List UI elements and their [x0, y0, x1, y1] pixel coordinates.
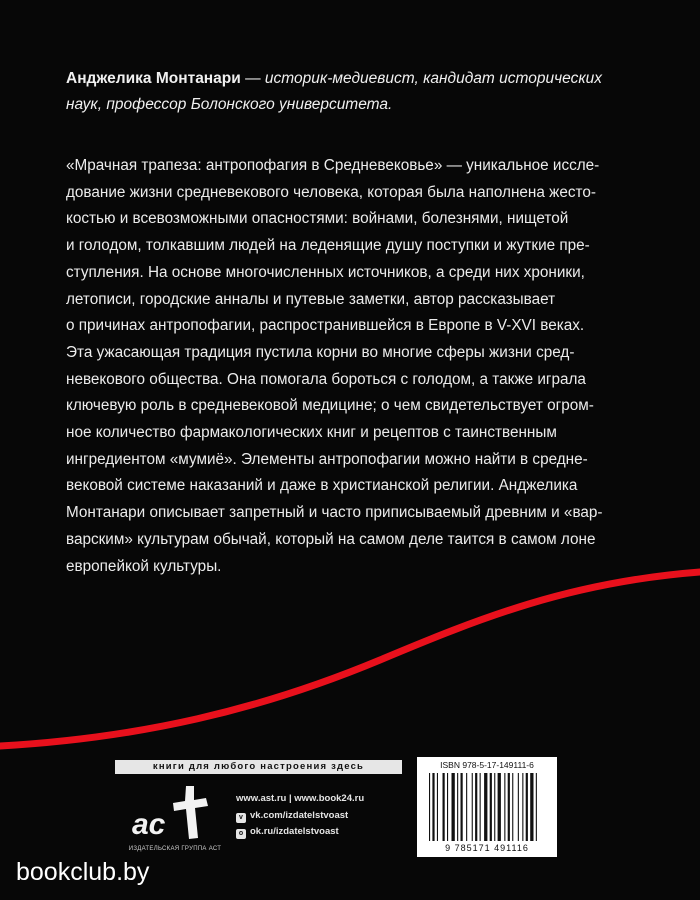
svg-text:ac: ac: [132, 808, 166, 841]
vk-icon: v: [236, 813, 246, 823]
description-line: ключевую роль в средневековой медицине; о чем свидетельствует огром-: [66, 397, 594, 415]
description-line: ное количество фармакологических книг и рецептов с таинственным: [66, 424, 557, 442]
description-line: летописи, городские анналы и путевые заметки, автор рассказывает: [66, 290, 556, 308]
publisher-tagline: книги для любого настроения здесь: [115, 760, 402, 774]
author-bio: Анджелика Монтанари — историк-медиевист, кандидат исторических наук, профессор Болонского университета.: [66, 70, 603, 113]
ean-number: 9 785171 491116: [445, 843, 529, 853]
site-watermark: bookclub.by: [16, 858, 150, 886]
description-line: вековой системе наказаний и даже в христианской религии. Анджелика: [66, 477, 578, 495]
vk-link-text: vk.com/izdatelstvoast: [250, 810, 349, 821]
red-swoosh-decoration: [0, 560, 700, 760]
book-description: [66, 153, 666, 580]
vk-link[interactable]: [236, 810, 348, 823]
isbn-number: ISBN 978-5-17-149111-6: [440, 760, 534, 770]
description-line: Монтанари описывает запретный и часто приписываемый древним и «вар-: [66, 504, 603, 522]
description-line: ступления. На основе многочисленных источников, а среди них хроники,: [66, 263, 585, 281]
description-line: «Мрачная трапеза: антропофагия в Средневековье» — уникальное иссле-: [66, 157, 600, 174]
ok-icon: o: [236, 829, 246, 839]
ast-logo: [128, 778, 223, 848]
description-line: невекового общества. Она помогала бороться с голодом, а также играла: [66, 370, 586, 388]
description-line: костью и всевозможными опасностями: войнами, болезнями, нищетой: [66, 210, 569, 228]
description-line: дование жизни средневекового человека, которая была наполнена жесто-: [66, 183, 596, 201]
description-line: варским» культурам обычай, который на самом деле таится в самом лоне: [66, 530, 596, 548]
author-name: Анджелика Монтанари: [66, 70, 241, 87]
barcode-panel: [417, 757, 557, 857]
author-bio-line2: наук, профессор Болонского университета.: [66, 96, 393, 113]
description-line: о причинах антропофагии, распространившейся в Европе в V-XVI веках.: [66, 317, 585, 335]
barcode: [417, 757, 557, 857]
publisher-logo-caption: ИЗДАТЕЛЬСКАЯ ГРУППА АСТ: [128, 846, 222, 852]
publisher-websites[interactable]: www.ast.ru | www.book24.ru: [236, 793, 365, 804]
ok-link[interactable]: [236, 826, 339, 839]
ok-link-text: ok.ru/izdatelstvoast: [250, 826, 339, 837]
author-bio-line1: историк-медиевист, кандидат исторических: [264, 70, 603, 87]
description-line: Эта ужасающая традиция пустила корни во многие сферы жизни сред-: [66, 343, 575, 361]
description-line: ингредиентом «мумиё». Элементы антропофагии можно найти в средне-: [66, 450, 588, 468]
description-line: европейкой культуры.: [66, 557, 222, 575]
description-line: и голодом, толкавшим людей на леденящие душу поступки и жуткие пре-: [66, 237, 590, 255]
